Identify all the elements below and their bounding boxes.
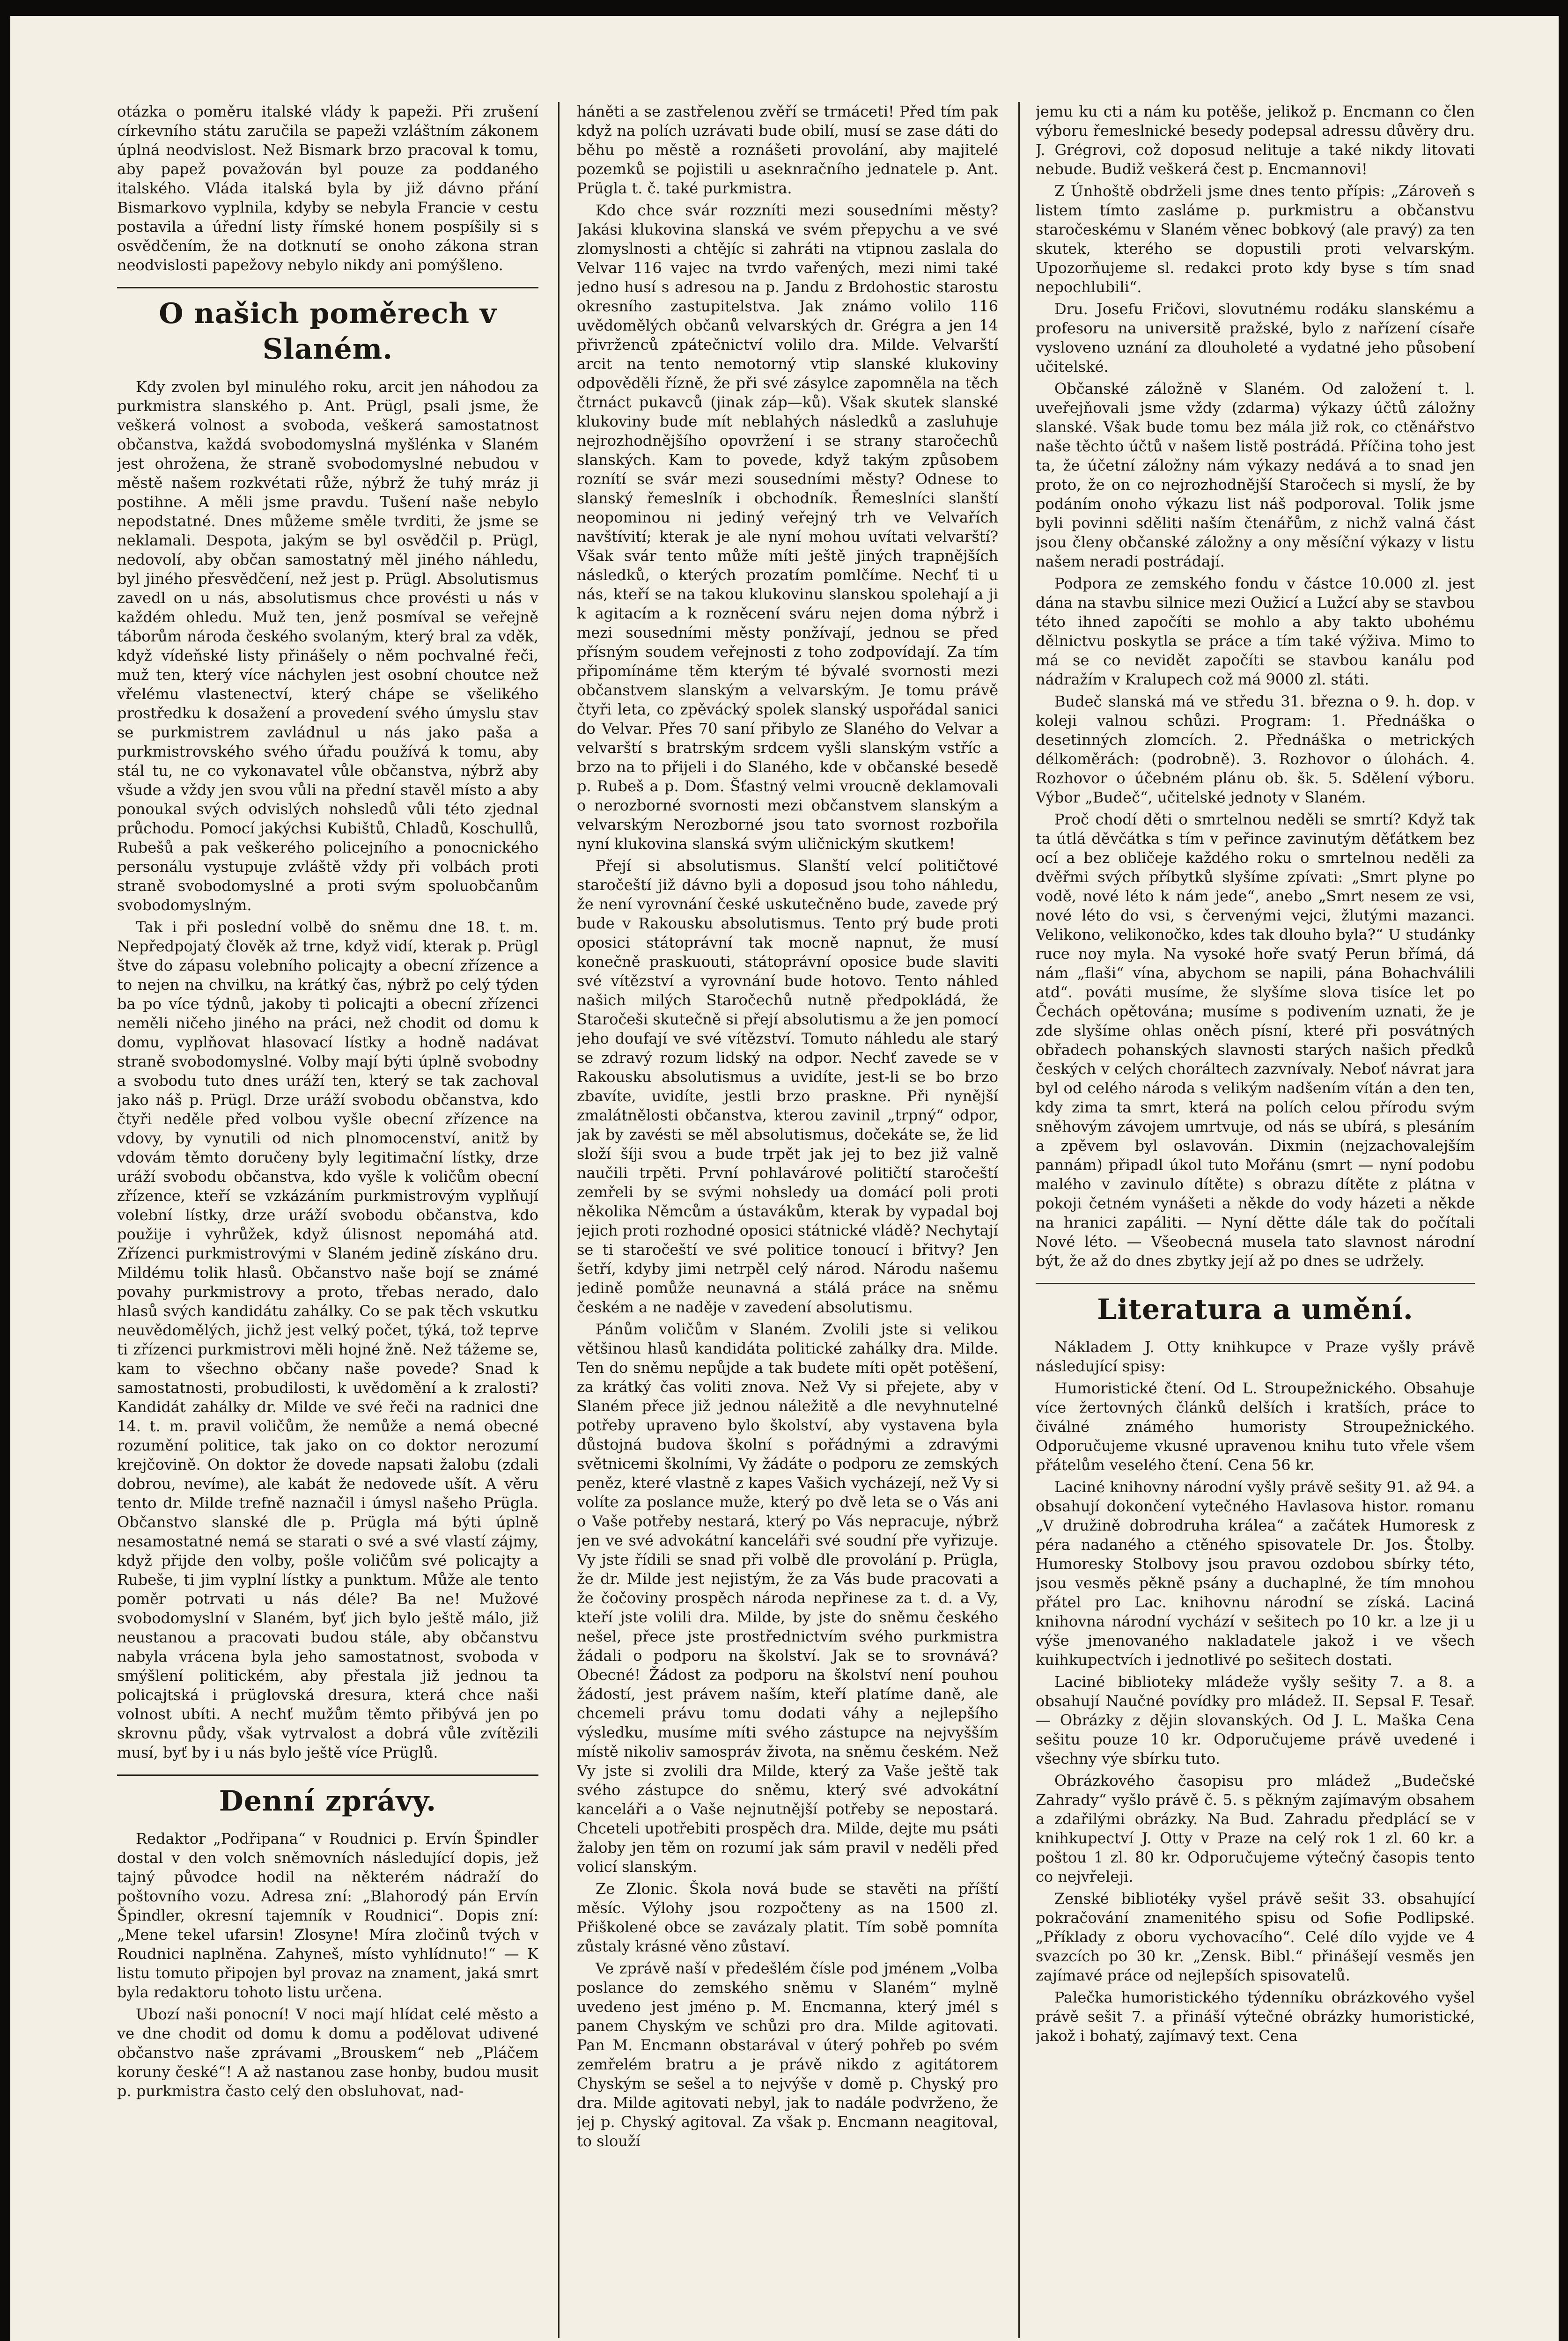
column-3 <box>1036 102 1475 2338</box>
news-item: Občanské záložně v Slaném. Od založení t. l. uveřejňovali jsme vždy (zdarma) výkazy účtů záložny slanské. Však bude tomu bez mála již rok, co ctěnářstvo naše těchto účtů v našem listě postrádá. Příčina toho jest ta, že účetní záložny nám výkazy nedává a to snad jen proto, že on co nejrozhodnější Staročech si myslí, že by podáním onoho výkazu list náš podporoval. Tolik jsme byli povinni sděliti naším čtenářům, z nichž valná část jsou členy občanské záložny a ony měsíční výkazy v listu našem neradi postrádají. <box>1036 380 1475 570</box>
column-2 <box>577 102 998 2338</box>
literature-item: Zenské bibliotéky vyšel právě sešit 33. obsahující pokračování znamenitého spisu od Sofie Podlipské. „Příklady z oboru vychovacího“. Celé dílo vyjde ve 4 svazcích po 30 kr. „Zensk. Bibl.“ přinášejí vesměs jen zajímavé práce od nejlepších spisovatelů. <box>1036 1890 1475 1984</box>
literature-item: Nákladem J. Otty knihkupce v Praze vyšly právě následující spisy: <box>1036 1338 1475 1375</box>
news-item: Proč chodí děti o smrtelnou neděli se smrtí? Když tak ta útlá děvčátka s tím v peřince zavinutým děťátkem bez ocí a bez obličeje každého roku o smrtelnou neděli za dvěřmi svých příbytků slyšíme zpívati: „Smrt plyne po vodě, nové léto k nám jede“, anebo „Smrt nesem ze vsi, nové léto do vsi, s červenými vejci, žlutými mazanci. Velikono, velikonočko, kdes tak dlouho byla?“ U studánky ruce noy myla. Na vysoké hoře svatý Perun břímá, dá nám „flaši“ vína, abychom se napili, pána Bohachválili atd“. pováti musíme, že slyšíme slova tisíce let po Čechách opětována; musíme s podivením uznati, že je zde slyšíme ohlas oněch písní, které při posvátných obřadech pohanských slavnosti starých našich předků českých v celých choráltech zazvnívaly. Neboť návrat jara byl od celého národa s velikým nadšením vítán a den ten, kdy zima ta smrt, která na polích celou přírodu svým sněhovým závojem umrtvuje, od nás se ubírá, s plesáním a zpěvem byl oslavován. Dixmin (nejzachovalejším pannám) připadl úkol tuto Mořánu (smrt — nyní podobu malého v zavinulo dítěte) s obrazu dítěte z plátna v pokoji četném vynášeti a někde do vody házeti a někde na hranici zapáliti. — Nyní dětte dále tak do počítali Nové léto. — Všeobecná musela tato slavnost národní být, že až do dnes zbytky její až po dnes se udržely. <box>1036 810 1475 1270</box>
news-item: Kdo chce svár rozzníti mezi sousedními městy? Jakási klukovina slanská ve svém přepychu a ve své zlomyslnosti a chtějíc si zahráti na vtipnou zaslala do Velvar 116 vajec na tvrdo vařených, mezi nimi také jedno husí s adresou na p. Jandu z Brdohostic starostu okresního zastupitelstva. Jak známo volilo 116 uvědomělých občanů velvarských dr. Grégra a jen 14 přivrženců zpátečnictví volilo dra. Milde. Velvarští arcit na tento nemotorný vtip slanské klukoviny odpověděli řízně, že při své zásylce zapomněla na těch čtrnáct pukavců (jinak záp—ků). Však skutek slanské klukoviny bude mít neblahých následků a zasluhuje nejrozhodnějšího opovržení i se strany staročechů slanských. Kam to povede, když takým způsobem roznítí se svár mezi sousedními městy? Odnese to slanský řemeslník i obchodník. Řemeslníci slanští neopominou ni jediný veřejný trh ve Velvařích navštívití; kterak je ale nyní mohou uvítati velvarští? Však svár tento může míti ještě jiných trapnějších následků, o kterých prozatím pomlčíme. Nechť ti u nás, kteří se na takou klukovinu slanskou spolehají a ji k agitacím a k rozněcení sváru nejen doma nýbrž i mezi sousedními městy ponžívají, jednou se před přísným soudem veřejnosti z toho zodpovídají. Za tím připomínáme těm kterým té bývalé svornosti mezi občanstvem slanským a velvarským. Je tomu právě čtyři leta, co zpěvácký spolek slanský uspořádal sanici do Velvar. Přes 70 saní přibylo ze Slaného do Velvar a velvarští s bratrským srdcem vyšli slanským vstříc a brzo na to přijeli i do Slaného, kde v občanské besedě p. Rubeš a p. Dom. Šťastný velmi vroucně deklamovali o nerozborné svornosti mezi občanstvem slanským a velvarským Nerozborné jsou tato svornost rozbořila nyní klukovina slanská svým uličnickým skutkem! <box>577 201 998 853</box>
article-paragraph: Tak i při poslední volbě do sněmu dne 18. t. m. Nepředpojatý člověk až trne, když vidí, kterak p. Prügl štve do zápasu volebního policajty a obecní zřízence a to nejen na chvilku, na krátký čas, nýbrž po celý týden ba po více týdnů, jakoby ti policajti a obecní zřízenci neměli ničeho jiného na práci, než chodit od domu k domu, vyplňovat hlasovací lístky a hodně nadávat straně svobodomyslné. Volby mají býti úplně svobodny a svobodu tuto dnes uráží ten, který se tak zachoval jako náš p. Prügl. Drze uráží svobodu občanstva, kdo čtyři neděle před volbou vyšle obecní zřízence na vdovy, by vynutili od nich plnomocenství, anitž by vdovám těmto doručeny byly legitimační lístky, drze uráží svobodu občanstva, kdo vyšle k voličům obecní zřízence, kteří se vzkázáním purkmistrovým vyplňují volební lístky, drze uráží svobodu občanstva, kdo použije i vyhrůžek, když úlisnost nepomáhá atd. Zřízenci purkmistrovými v Slaném jedině získáno dru. Mildému tolik hlasů. Občanstvo naše bojí se známé povahy purkmistrovy a proto, třebas nerado, dalo hlasů svých kandidátu zahálky. Co se pak těch vskutku neuvědomělých, jichž jest velký počet, týká, tož teprve ti zřízenci purkmistrovi měli hojné žně. Než tážeme se, kam to všechno občany naše povede? Snad k samostatnosti, probudilosti, k uvědomění a k zralosti? Kandidát zahálky dr. Milde ve své řeči na radnici dne 14. t. m. pravil voličům, že nemůže a nemá obecné rozumění politice, tak jako on co doktor nerozumí krejčovině. On doktor že dovede napsati žalobu (zdali dobrou, nevíme), ale kabát že nedovede ušít. A věru tento dr. Milde trefně naznačil i úmysl našeho Prügla. Občanstvo slanské dle p. Prügla má býti úplně nesamostatné nemá se starati o své a své vlastí zájmy, když přijde den volby, pošle voličům své policajty a Rubeše, ti jim vyplní lístky a punktum. Může ale tento poměr potrvati u nás déle? Ba ne! Mužové svobodomyslní v Slaném, byť jich bylo ještě málo, již neustanou a pracovati budou stále, aby občanstvu nabyla vrácena byla jeho samostatnost, svoboda v smýšlení politickém, aby přestala již jednou ta policajtská i prüglovská dresura, která chce naši volnost ubíti. A nechť mužům těmto přibývá jen po skrovnu půdy, však vytrvalost a dobrá vůle zvítězili musí, byť by i u nás bylo ještě více Prüglů. <box>117 918 538 1761</box>
article-paragraph: Kdy zvolen byl minulého roku, arcit jen náhodou za purkmistra slanského p. Ant. Prügl, psali jsme, že veškerá volnost a svoboda, veškerá samostatnost občanstva, každá svobodomyslná myšlénka v Slaném jest ohrožena, že straně svobodomyslné nebudou v městě našem rozkvétati růže, nýbrž že tuhý mráz ji postihne. A měli jsme pravdu. Tušení naše nebylo nepodstatné. Dnes můžeme směle tvrditi, že jsme se neklamali. Despota, jakým se byl osvědčil p. Prügl, nedovolí, aby občan samostatný měl jiného náhledu, byl jiného přesvědčení, než jest p. Prügl. Absolutismus zavedl on u nás, absolutismus chce provésti u nás v každém ohledu. Muž ten, jenž posmíval se veřejně táborům národa českého svolaným, který bral za vděk, když vídeňské listy přinášely o něm pochvalné řeči, muž ten, který více náchylen jest osobní choutce než vřelému vlastenectví, který chápe se všelikého prostředku k dosažení a provedení svého úmyslu stav se purkmistrem zavládnul u nás jako paša a purkmistrovského svého úřadu používá k tomu, aby stál tu, ne co vykonavatel vůle občanstva, nýbrž aby všude a vždy jen svou vůli na přední stavěl místo a aby ponoukal svých odvislých nohsledů vůli této zjednal průchodu. Pomocí jakýchsi Kubištů, Chladů, Koschullů, Rubešů a pak veškerého policejního a ponocnického personálu vystupuje zvláště vždy při volbách proti straně svobodomyslné a proti svým spoluobčanům svobodomyslným. <box>117 378 538 914</box>
literature-item: Laciné biblioteky mládeže vyšly sešity 7. a 8. a obsahují Naučné povídky pro mládež. II. Sepsal F. Tesař. — Obrázky z dějin slovanských. Od J. L. Maška Cena sešitu pouze 10 kr. Odporučujeme právě uvedené i všechny výe sbírku tuto. <box>1036 1673 1475 1767</box>
literature-item: Palečka humoristického týdenníku obrázkového vyšel právě sešit 7. a přináší výtečné obrázky humoristické, jakož i bohatý, zajímavý text. Cena <box>1036 1988 1475 2045</box>
news-item: Dru. Josefu Fričovi, slovutnému rodáku slanskému a profesoru na universitě pražské, bylo z nařízení císaře vysloveno uznání za dlouholeté a vydatné jeho působení učitelské. <box>1036 300 1475 375</box>
section-title-literature: Literatura a umění. <box>1036 1283 1475 1327</box>
column-divider <box>558 102 559 2338</box>
scan-frame-top <box>0 0 1568 16</box>
news-item: Z Únhoště obdrželi jsme dnes tento přípis: „Zároveň s listem tímto zasláme p. purkmistru a občanstvu staročeskému v Slaném věnec bobkový (ale pravý) za ten skutek, kterého se dopustili proti velvarským. Upozorňujeme sl. redakci proto kdy byse s tím snad nepochlubili“. <box>1036 182 1475 296</box>
news-item: Přejí si absolutismus. Slanští velcí političtové staročeští již dávno byli a doposud jsou toho náhledu, že není vyrovnání české uskutečněno bude, zavede prý bude v Rakousku absolutismus. Tento prý bude proti oposici státoprávní tak mocně napnut, že musí konečně praskuouti, státoprávní oposice bude slaviti své vítězství a vyrovnání bude hotovo. Tento náhled našich milých Staročechů nutně předpokládá, že Staročeši skutečně si přejí absolutismu a že jen pomocí jeho doufají ve své vítězství. Tomuto náhledu ale starý se zdravý rozum lidský na odpor. Nechť zavede se v Rakousku absolutismus a uvidíte, jest-li se bo brzo zbavíte, uvidíte, jestli brzo praskne. Při nynější zmalátnělosti občanstva, kterou zavinil „trpný“ odpor, jak by zavésti se měl absolutismus, dočekáte se, že lid složí šíji svou a bude trpět jak jej to bez již valně naučili trpěti. První pohlavárové političtí staročeští zemřeli by se svými nohsledy ua domácí poli proti několika Němcům a ústavákům, kterak by vypadal boj jejich proti rozhodné oposici státnické vládě? Nechytají se ti staročeští ve své politice tonoucí i břitvy? Jen šetří, kdyby jimi netrpěl celý národ. Národu našemu jedině pomůže neunavná a stálá práce na sněmu českém a ne naděje v zavedení absolutismu. <box>577 857 998 1316</box>
news-item: háněti a se zastřelenou zvěří se trmáceti! Před tím pak když na polích uzrávati bude obilí, musí se zase dáti do běhu po městě a roznášeti provolání, aby majitelé pozemků se pojistili u aseknračního jednatele p. Ant. Prügla t. č. také purkmistra. <box>577 103 998 197</box>
intro-paragraph: otázka o poměru italské vlády k papeži. Při zrušení církevního státu zaručila se papeži vzláštním zákonem úplná neodvislost. Než Bismark brzo pracoval k tomu, aby papež považován byl pouze za poddaného italského. Vláda italská byla by již dávno přání Bismarkovo vyplnila, kdyby se nebyla Francie v cestu postavila a úřední listy římské honem pospíšily si s osvědčením, že na dotknutí se onoho zákona stran neodvislosti papežovy nebylo nikdy ani pomýšleno. <box>117 103 538 274</box>
news-item: jemu ku cti a nám ku potěše, jelikož p. Encmann co člen výboru řemeslnické besedy podepsal adressu důvěry dru. J. Grégrovi, což doposud nelituje a také nikdy litovati nebude. Budiž veškerá čest p. Encmannovi! <box>1036 103 1475 178</box>
news-item: Podpora ze zemského fondu v částce 10.000 zl. jest dána na stavbu silnice mezi Oužicí a Lužcí aby se stavbou této ihned započíti se mohlo a aby takto ubohému dělnictvu poskytla se práce a tím také výživa. Mimo to má se co nevidět započíti se stavbou kanálu pod nádražím v Kralupech což má 9000 zl. státi. <box>1036 574 1475 688</box>
news-item: Ze Zlonic. Škola nová bude se stavěti na příští měsíc. Výlohy jsou rozpočteny as na 1500 zl. Přiškolené obce se zavázaly platit. Tím sobě pomníta zůstaly krásné věno zůstaví. <box>577 1880 998 1955</box>
section-title-news: Denní zprávy. <box>117 1774 538 1819</box>
news-item: Redaktor „Podřipana“ v Roudnici p. Ervín Špindler dostal v den volch sněmovních následující dopis, jež tajný původce hodil na některém nádraží do poštovního vozu. Adresa zní: „Blahorodý pán Ervín Špindler, okresní tajemník v Roudnici“. Dopis zní: „Mene tekel ufarsin! Zlosyne! Míra zločinů tvých v Roudnici naplněna. Zahyneš, místo vyhlídnuto!“ — K listu tomuto připojen byl provaz na znament, jaká smrt byla redaktoru tohoto listu určena. <box>117 1830 538 2001</box>
section-title-slany: O našich poměrech v Slaném. <box>117 287 538 367</box>
news-item: Ubozí naši ponocní! V noci mají hlídat celé město a ve dne chodit od domu k domu a podělovat udivené občanstvo naše zprávami „Brouskem“ neb „Pláčem koruny české“! A až nastanou zase honby, budou musit p. purkmistra často celý den obsluhovat, nad- <box>117 2005 538 2100</box>
news-item: Ve zprávě naší v předešlém čísle pod jménem „Volba poslance do zemského sněmu v Slaném“ mylně uvedeno jest jméno p. M. Encmanna, který jmél s panem Chyským ve schůzi pro dra. Milde agitovati. Pan M. Encmann obstarával v úterý pohřeb po svém zemřelém bratru a je právě nikdo z agitátorem Chyským se sešel a to nejvýše v domě p. Chyský pro dra. Milde agitovati nebyl, jak to nadále podvrženo, že jej p. Chyský agitoval. Za však p. Encmann neagitoval, to slouží <box>577 1959 998 2150</box>
literature-item: Humoristické čtení. Od L. Stroupežnického. Obsahuje více žertovných článků delších i kratších, práce to čiválné známého humoristy Stroupežnického. Odporučujeme vkusné upravenou knihu tuto vřele všem přátelům veselého čtení. Cena 56 kr. <box>1036 1379 1475 1474</box>
news-item: Budeč slanská má ve středu 31. března o 9. h. dop. v koleji valnou schůzi. Program: 1. Přednáška o desetinných zlomcích. 2. Přednáška o metrických délkoměrách: (podrobně). 3. Rozhovor o úlohách. 4. Rozhovor o účebném plánu ob. šk. 5. Sdělení výboru. Výbor „Budeč“, učitelské jednoty v Slaném. <box>1036 692 1475 806</box>
newspaper-page <box>117 102 1475 2338</box>
literature-item: Laciné knihovny národní vyšly právě sešity 91. až 94. a obsahují dokončení vytečného Havlasova histor. romanu „V družině dobrodruha králea“ a začátek Humoresk z péra nadaného a ctěného spisovatele Dr. Jos. Štolby. Humoresky Stolbovy jsou pravou ozdobou sbírky této, jsou vesměs pěkně psány a duchaplné, že tím mnohou přátel pro Lac. knihovnu národní se získá. Laciná knihovna národní vychází v sešitech po 10 kr. a lze ji u výše jmenovaného nakladatele jakož i ve všech kuihkupectvích i jednotlivé po sešitech dostati. <box>1036 1478 1475 1669</box>
news-item: Pánům voličům v Slaném. Zvolili jste si velikou většinou hlasů kandidáta politické zahálky dra. Milde. Ten do sněmu nepůjde a tak budete míti opět potěšení, za krátký čas voliti znova. Než Vy si přejete, aby v Slaném přece již jednou náležitě a dle nevyhnutelné potřeby upraveno bylo školství, aby vystavena byla důstojná budova školní s pořádnými a zdravými světnicemi školními, Vy žádáte o podporu ze zemských peněz, které vlastně z kapes Vašich vycházejí, než Vy si volíte za poslance muže, který po dvě leta se o Vás ani o Vaše potřeby nestará, který po Vás nepracuje, nýbrž jen ve své advokátní kanceláři své soudní pře vyřizuje. Vy jste řídili se snad při volbě dle provolání p. Prügla, že dr. Milde jest nejistým, že za Vás bude pracovati a že čočoviny prospěch národa nepřinese za t. d. a Vy, kteří jste volili dra. Milde, by jste do sněmu českého nešel, přece jste prostřednictvím svého purkmistra žádali o podporu na školství. Jak se to srovnává? Obecné! Žádost za podporu na školství není pouhou žádostí, jest právem naším, kteří platíme daně, ale chcemeli právu tomu dodati váhy a nejlepšího výsledku, musíme míti svého zástupce na nejvyšším místě nikoliv samospráv života, na sněmu českém. Než Vy jste si zvolili dra Milde, který za Vaše ještě tak svého zástupce do sněmu, který své advokátní kanceláři a o Vaše nejnutnější potřeby se nepostará. Chceteli upotřebiti prospěch dra. Milde, dejte mu psáti žaloby jen těm on rozumí jak sám pravil v neděli před volicí slanským. <box>577 1320 998 1876</box>
column-divider <box>1018 102 1020 2338</box>
scan-frame-right <box>1559 0 1568 2341</box>
literature-item: Obrázkového časopisu pro mládež „Budečské Zahrady“ vyšlo právě č. 5. s pěkným zajímavým obsahem a zdařilými obrázky. Na Bud. Zahradu předplácí se v knihkupectví J. Otty v Praze na celý rok 1 zl. 60 kr. a poštou 1 zl. 80 kr. Odporučujeme výtečný časopis tento co nejvřeleji. <box>1036 1772 1475 1885</box>
scan-frame-left <box>0 0 10 2341</box>
column-1 <box>117 102 538 2338</box>
